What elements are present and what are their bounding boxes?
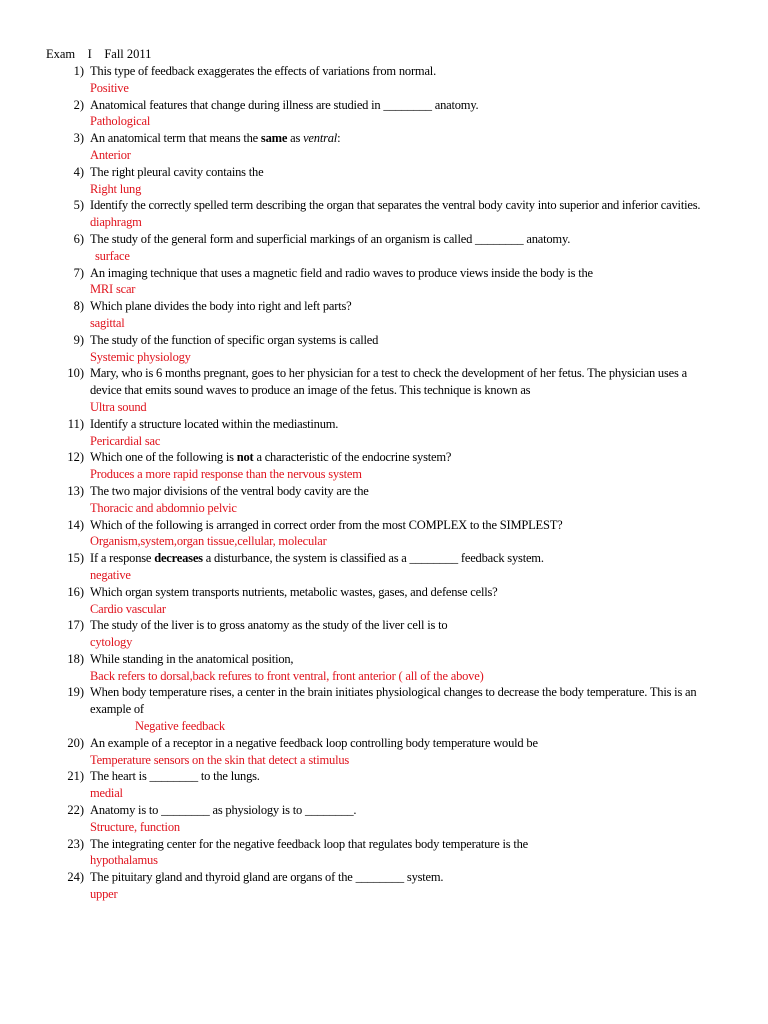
question-item-2 [0,97,768,131]
answer-text: Cardio vascular [90,601,166,616]
question-number: 10) [67,366,84,381]
question-number: 9) [73,332,84,347]
answer-text: Ultra sound [90,399,147,414]
question-text-part: : [337,131,341,146]
answer-text: Structure, function [90,819,180,834]
answer-text: sagittal [90,315,125,330]
answer-text: Systemic physiology [90,349,191,364]
answer-text: Negative feedback [135,719,225,734]
question-text: Anatomical features that change during illness are studied in ________ anatomy. [90,97,479,112]
question-text: Identify the correctly spelled term describing the organ that separates the ventral body cavity into superior and inferior cavities. [90,198,701,213]
question-number: 4) [73,164,84,179]
answer-text: Temperature sensors on the skin that detect a stimulus [90,752,350,767]
question-text: Which organ system transports nutrients, metabolic wastes, gases, and defense cells? [90,584,498,599]
answer-text: cytology [90,635,133,650]
question-text-part: Which one of the following is [90,450,237,465]
question-number: 12) [67,450,84,465]
question-number: 17) [67,618,84,633]
answer-text: Anterior [90,147,131,162]
question-number: 13) [67,483,84,498]
question-item-15 [0,550,768,584]
question-italic: ventral [303,131,338,146]
question-item-19 [0,684,768,734]
question-text: Mary, who is 6 months pregnant, goes to her physician for a test to check the development of her fetus. The physician uses a device that emits sound waves to produce an image of the fetus. This technique is known as [90,366,687,398]
question-number: 23) [67,836,84,851]
question-number: 11) [67,416,84,431]
question-item-12 [0,449,768,483]
answer-text: upper [90,887,118,902]
question-item-16 [0,584,768,618]
answer-text: hypothalamus [90,853,158,868]
question-number: 3) [73,131,84,146]
question-emphasis: not [236,450,254,465]
question-number: 5) [73,198,84,213]
question-item-21 [0,768,768,802]
question-number: 1) [73,64,84,78]
question-item-1 [0,63,768,97]
question-number: 22) [67,803,84,818]
question-item-8 [0,298,768,332]
question-text-part: An anatomical term that means the [90,131,261,146]
question-number: 2) [73,97,84,112]
answer-text: negative [90,567,131,582]
question-item-24 [0,869,768,903]
question-number: 7) [73,265,84,280]
question-text: The heart is ________ to the lungs. [90,769,260,784]
answer-text: Thoracic and abdomnio pelvic [90,500,237,515]
question-number: 6) [73,231,84,246]
answer-text: diaphragm [90,215,142,230]
question-item-23 [0,836,768,870]
question-item-18 [0,651,768,685]
question-text: The pituitary gland and thyroid gland are organs of the ________ system. [90,870,444,885]
question-text: The integrating center for the negative feedback loop that regulates body temperature is the [90,836,529,851]
question-text: The right pleural cavity contains the [90,164,264,179]
question-item-11 [0,416,768,450]
question-item-4 [0,164,768,198]
question-number: 18) [67,651,84,666]
question-item-6 [0,231,768,265]
question-text: The study of the general form and superficial markings of an organism is called ________ anatomy. [90,231,571,246]
question-number: 16) [67,584,84,599]
answer-text: MRI scar [90,282,136,297]
answer-text: Back refers to dorsal,back refures to front ventral, front anterior ( all of the above) [90,668,484,683]
question-text-part: as [287,131,304,146]
answer-text: surface [95,248,130,263]
question-number: 14) [67,517,84,532]
question-text: This type of feedback exaggerates the effects of variations from normal. [90,64,436,78]
question-text-part: a characteristic of the endocrine system? [253,450,452,465]
question-number: 15) [67,551,84,566]
question-item-20 [0,735,768,769]
question-emphasis: decreases [154,551,203,566]
question-item-9 [0,332,768,366]
question-text: Identify a structure located within the mediastinum. [90,416,339,431]
question-item-3 [0,130,768,164]
question-text: The study of the liver is to gross anatomy as the study of the liver cell is to [90,618,448,633]
page-title: Exam I Fall 2011 [46,47,152,61]
question-number: 21) [67,769,84,784]
question-emphasis: same [260,131,288,146]
question-item-22 [0,802,768,836]
answer-text: Pathological [90,114,151,129]
answer-text: medial [90,786,123,801]
answer-text: Right lung [90,181,142,196]
question-text: When body temperature rises, a center in the brain initiates physiological changes to decrease the body temperature. This is an example of [90,685,697,717]
question-text [90,130,720,147]
question-text: The two major divisions of the ventral body cavity are the [90,483,369,498]
question-text: The study of the function of specific organ systems is called [90,332,379,347]
question-item-10 [0,365,768,415]
question-number: 8) [73,299,84,314]
question-number: 24) [67,870,84,885]
question-item-14 [0,517,768,551]
question-item-13 [0,483,768,517]
answer-text: Organism,system,organ tissue,cellular, molecular [90,534,327,549]
question-list [0,63,768,903]
question-item-5 [0,197,768,231]
question-text: An imaging technique that uses a magnetic field and radio waves to produce views inside the body is the [90,265,593,280]
question-number: 20) [67,735,84,750]
question-text-part: If a response [90,551,155,566]
question-text-part: a disturbance, the system is classified as a ________ feedback system. [202,551,544,566]
question-text: Which plane divides the body into right and left parts? [90,299,352,314]
question-item-7 [0,265,768,299]
answer-text: Positive [90,80,129,95]
question-text [90,550,720,567]
question-text: An example of a receptor in a negative feedback loop controlling body temperature would be [90,735,538,750]
answer-text: Pericardial sac [90,433,161,448]
question-text [90,449,720,466]
question-item-17 [0,617,768,651]
question-text: Anatomy is to ________ as physiology is to ________. [90,803,357,818]
question-text: While standing in the anatomical position, [90,651,294,666]
question-number: 19) [67,685,84,700]
question-text: Which of the following is arranged in correct order from the most COMPLEX to the SIMPLEST? [90,517,563,532]
answer-text: Produces a more rapid response than the nervous system [90,467,362,482]
